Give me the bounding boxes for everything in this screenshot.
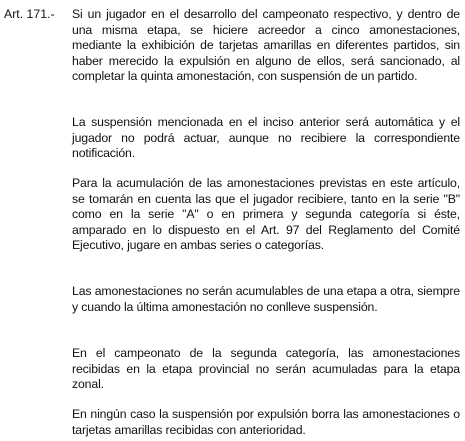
article-number: Art. 171.- [4,7,55,21]
article-paragraph-1: Si un jugador en el desarrollo del campeonato respectivo, y dentro de una misma etapa, se hiciere acreedor a cinco amonestaciones, mediante la exhibición de tarjetas amarillas en diferentes partidos, sin haber merecido la expulsión en alguno de ellos, será sancionado, al completar la quinta amonestación, con suspensión de un partido. [72,7,460,84]
article-paragraph-5: En el campeonato de la segunda categoría, las amonestaciones recibidas en la etapa provincial no serán acumuladas para la etapa zonal. [72,346,460,392]
article-paragraph-6: En ningún caso la suspensión por expulsión borra las amonestaciones o tarjetas amarillas recibidas con anterioridad. [72,407,460,437]
article-paragraph-2: La suspensión mencionada en el inciso anterior será automática y el jugador no podrá actuar, aunque no recibiere la correspondiente notificación. [72,115,460,161]
article-paragraph-4: Las amonestaciones no serán acumulables de una etapa a otra, siempre y cuando la última amonestación no conlleve suspensión. [72,284,460,314]
article-paragraph-3: Para la acumulación de las amonestaciones previstas en este artículo, se tomarán en cuenta las que el jugador recibiere, tanto en la serie "B" como en la serie "A" o en primera y segunda categoría si éste, amparado en lo dispuesto en el Art. 97 del Reglamento del Comité Ejecutivo, jugare en ambas series o categorías. [72,176,460,253]
